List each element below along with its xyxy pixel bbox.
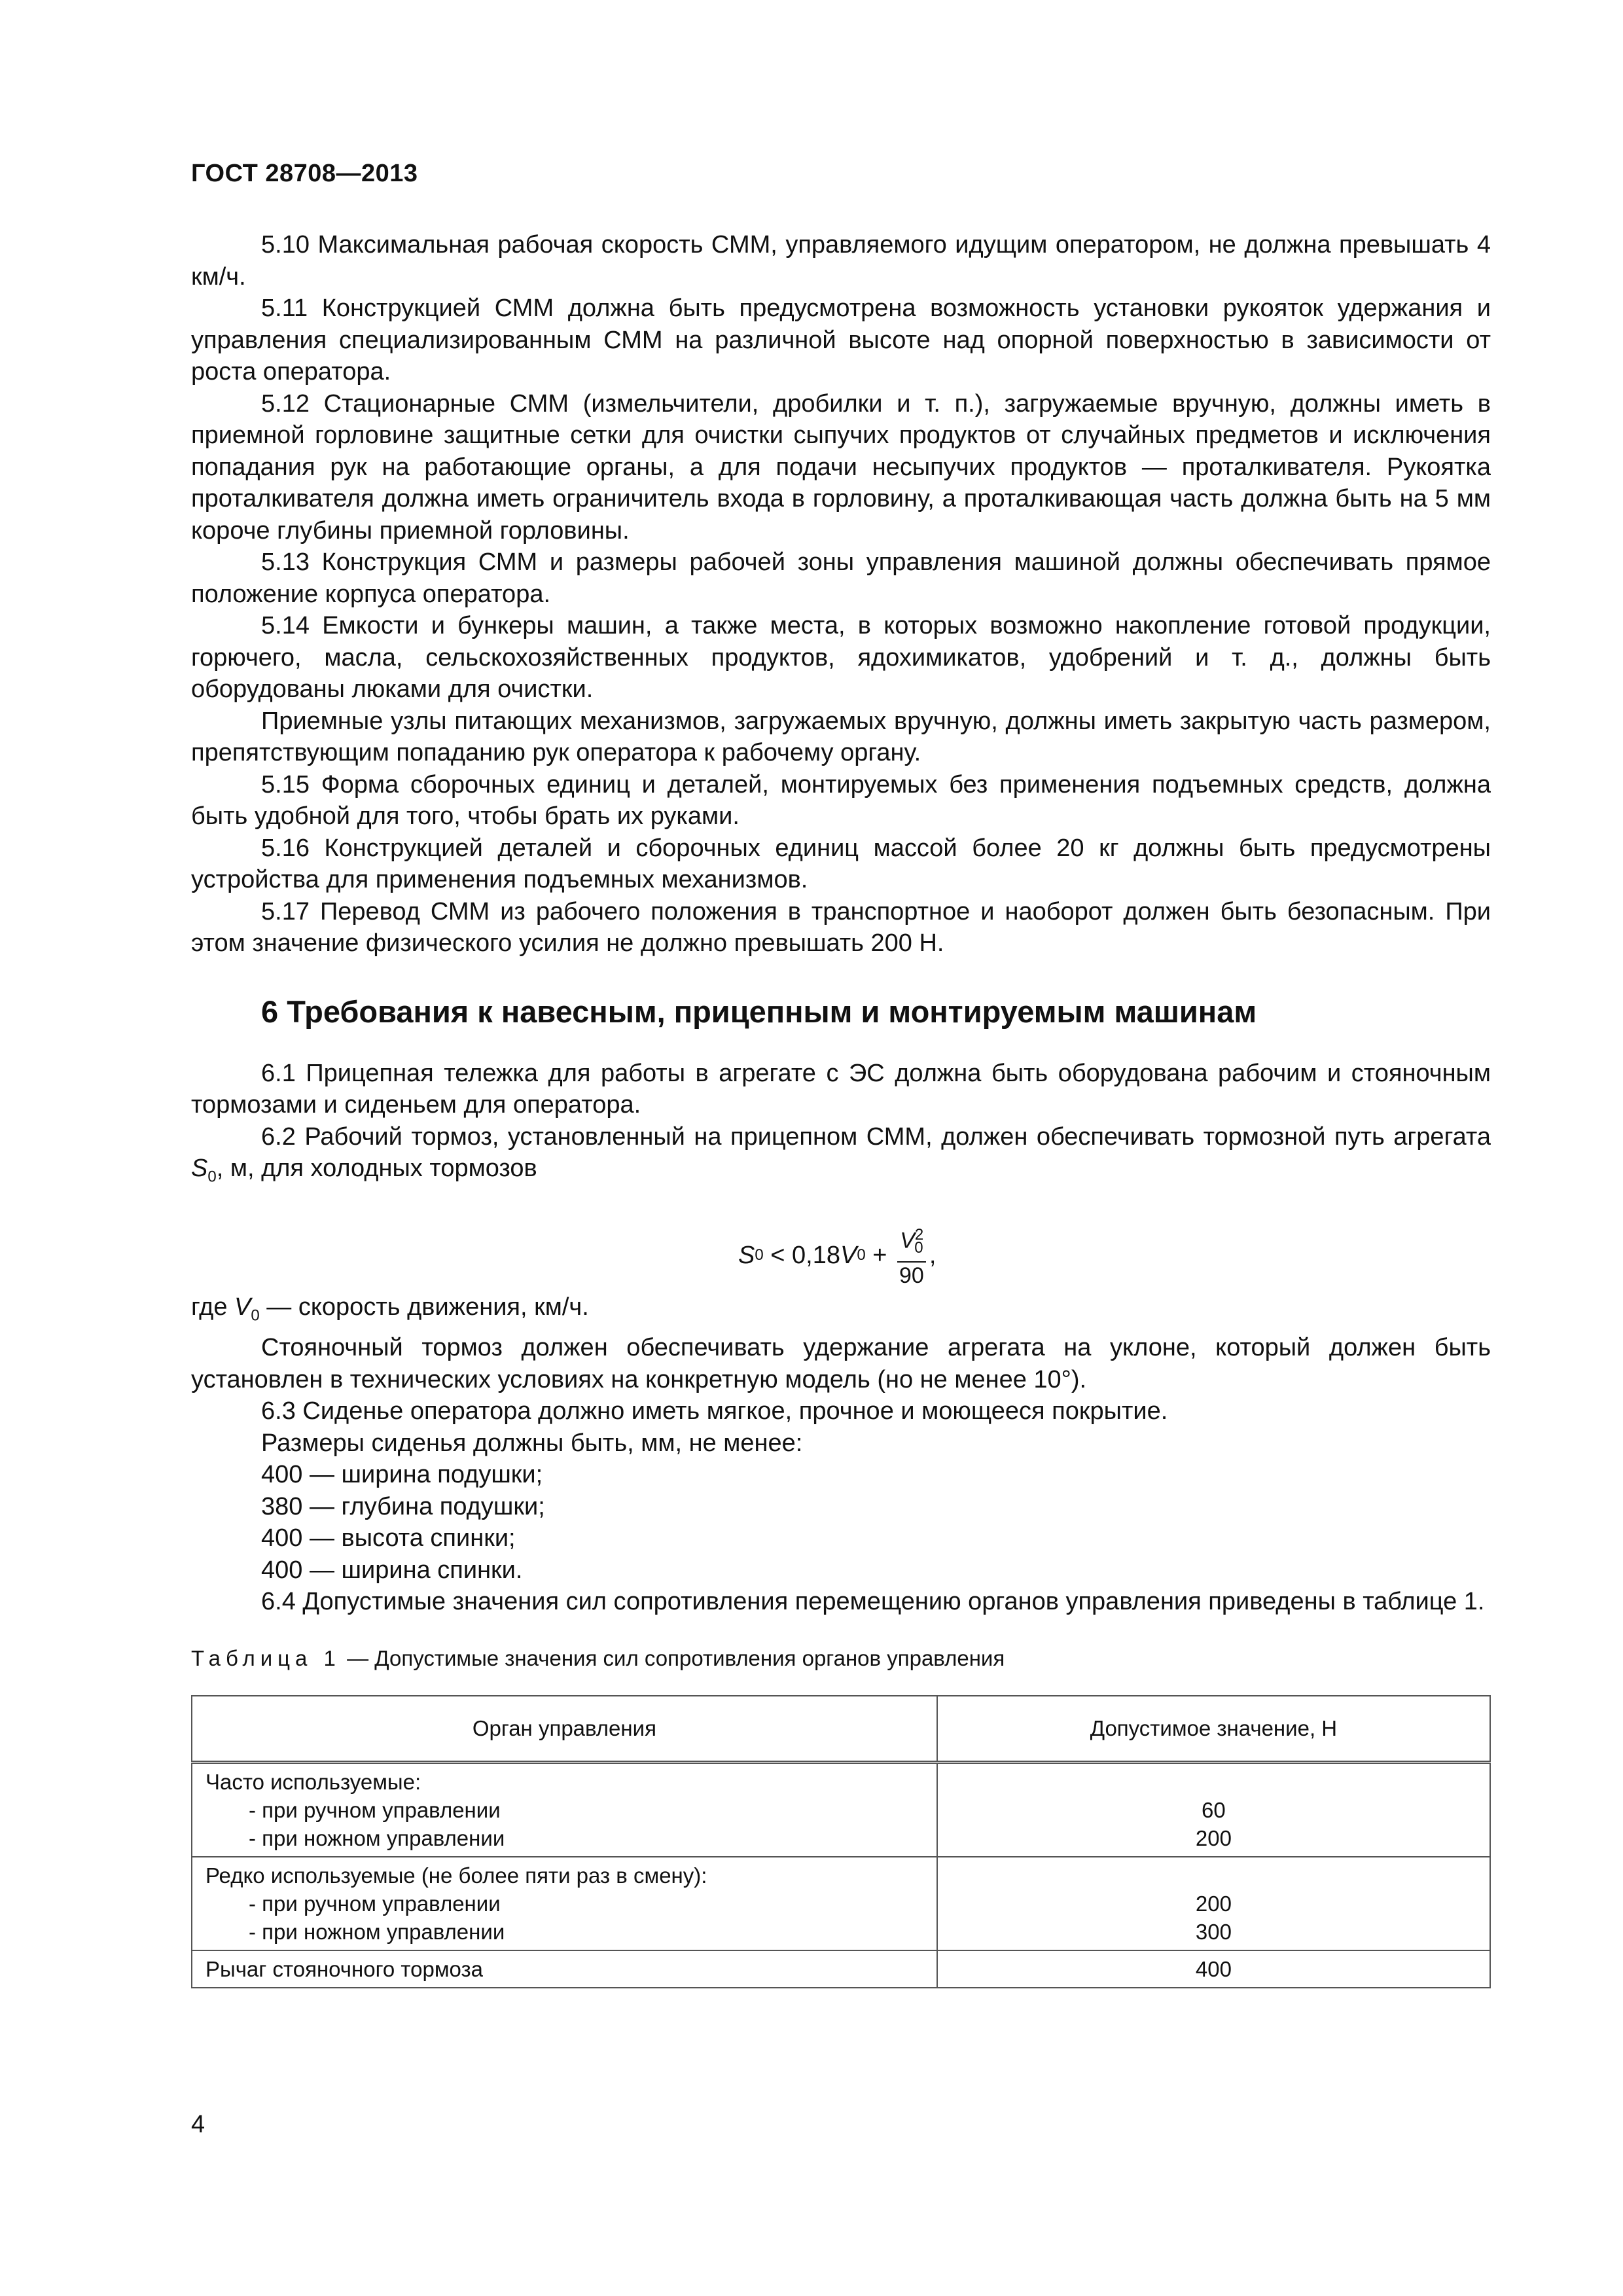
- paragraph-6-2: [191, 1121, 1491, 1194]
- table-row: [192, 1762, 1490, 1857]
- numerator-sup: 2: [914, 1226, 924, 1244]
- formula-where: [191, 1291, 1491, 1332]
- row-item: - при ножном управлении: [249, 1825, 505, 1850]
- size-item: 380 — глубина подушки;: [261, 1492, 545, 1520]
- page-number: 4: [191, 2111, 205, 2138]
- row-value-cell: [937, 1857, 1490, 1950]
- fraction-denominator: 90: [899, 1263, 924, 1289]
- paragraph-6-2-text-b: , м, для холодных тормозов: [216, 1155, 537, 1182]
- formula-fraction: [897, 1222, 927, 1289]
- braking-formula: [191, 1198, 1491, 1290]
- row-group-label: Рычаг стояночного тормоза: [205, 1956, 484, 1981]
- formula-v-sub: 0: [857, 1246, 866, 1264]
- header-allowed-value: Допустимое значение, Н: [937, 1696, 1490, 1763]
- row-value: 300: [1195, 1919, 1232, 1944]
- formula-expression: [738, 1222, 936, 1289]
- control-forces-table: [191, 1695, 1491, 1988]
- row-group-label: Часто используемые:: [205, 1769, 421, 1794]
- table-header-row: [192, 1696, 1490, 1763]
- header-control-organ: Орган управления: [192, 1696, 937, 1763]
- size-item: 400 — ширина подушки;: [261, 1461, 543, 1489]
- row-item: - при ручном управлении: [249, 1797, 501, 1822]
- paragraph-5-10: 5.10 Максимальная рабочая скорость СММ, управляемого идущим оператором, не должна превышать 4 км/ч.: [191, 231, 1491, 291]
- paragraph-6-3: 6.3 Сиденье оператора должно иметь мягкое, прочное и моющееся покрытие.: [261, 1397, 1168, 1426]
- where-text-a: где: [191, 1293, 235, 1321]
- row-organ-cell: [192, 1762, 937, 1857]
- row-value: 200: [1195, 1825, 1232, 1850]
- numerator-sub: 0: [914, 1239, 923, 1257]
- paragraph-5-16: 5.16 Конструкцией деталей и сборочных единиц массой более 20 кг должны быть предусмотрены устройства для применения подъемных механизмов.: [191, 834, 1491, 893]
- table-caption: [191, 1644, 1491, 1673]
- paragraph-5-12: 5.12 Стационарные СММ (измельчители, дробилки и т. п.), загружаемые вручную, должны иметь в приемной горловине защитные сетки для очистки сыпучих продуктов от случайных предметов и исключения попадания рук на работающие органы, а для подачи несыпучих продуктов — проталкивателя. Рукоятка проталкивателя должна иметь ограничитель входа в горловину, а проталкивающая часть должна быть на 5 мм короче глубины приемной горловины.: [191, 389, 1491, 545]
- row-organ-cell: [192, 1857, 937, 1950]
- numerator-v: V: [900, 1228, 915, 1253]
- paragraph-5-14: 5.14 Емкости и бункеры машин, а также места, в которых возможно накопление готовой продукции, горючего, масла, сельскохозяйственных продуктов, ядохимикатов, удобрений и т. д., должны быть оборудованы люками для очистки.: [191, 612, 1491, 703]
- symbol-s: S: [191, 1155, 208, 1182]
- paragraph-5-14-cont: Приемные узлы питающих механизмов, загружаемых вручную, должны иметь закрытую часть размером, препятствующим попаданию рук оператора к рабочему органу.: [191, 707, 1491, 766]
- where-text-b: — скорость движения, км/ч.: [259, 1293, 589, 1321]
- where-symbol-sub: 0: [251, 1306, 260, 1325]
- paragraph-6-3-sizes: Размеры сиденья должны быть, мм, не менее:: [261, 1429, 803, 1457]
- paragraph-5-15: 5.15 Форма сборочных единиц и деталей, монтируемых без применения подъемных средств, должна быть удобной для того, чтобы брать их руками.: [191, 770, 1491, 830]
- where-symbol-v: V: [234, 1293, 251, 1321]
- paragraph-5-13: 5.13 Конструкция СММ и размеры рабочей зоны управления машиной должны обеспечивать прямое положение корпуса оператора.: [191, 548, 1491, 608]
- table-caption-text: — Допустимые значения сил сопротивления органов управления: [340, 1645, 1005, 1670]
- row-value: 200: [1195, 1891, 1232, 1916]
- document-body: [191, 229, 1491, 1988]
- size-item: 400 — ширина спинки.: [261, 1556, 523, 1584]
- paragraph-6-1: 6.1 Прицепная тележка для работы в агрегате с ЭС должна быть оборудована рабочим и стояночным тормозами и сиденьем для оператора.: [191, 1059, 1491, 1119]
- paragraph-6-4: 6.4 Допустимые значения сил сопротивления перемещению органов управления приведены в таблице 1.: [261, 1588, 1485, 1616]
- formula-tail: ,: [929, 1241, 936, 1269]
- size-item: 400 — высота спинки;: [261, 1524, 516, 1552]
- table-row: [192, 1857, 1490, 1950]
- formula-plus: +: [865, 1241, 895, 1269]
- formula-v: V: [840, 1241, 857, 1269]
- row-value: 400: [1195, 1956, 1232, 1981]
- symbol-s-sub: 0: [207, 1168, 217, 1186]
- row-value-cell: [937, 1762, 1490, 1857]
- row-organ-cell: [192, 1950, 937, 1988]
- row-item: - при ножном управлении: [249, 1919, 505, 1944]
- fraction-numerator: [897, 1222, 925, 1263]
- formula-lhs: S: [738, 1241, 755, 1269]
- section-6-heading: 6 Требования к навесным, прицепным и монтируемым машинам: [261, 994, 1257, 1029]
- formula-operator: < 0,18: [763, 1241, 840, 1269]
- paragraph-6-2-text-a: 6.2 Рабочий тормоз, установленный на прицепном СММ, должен обеспечивать тормозной путь агрегата: [261, 1122, 1491, 1151]
- table-row: [192, 1950, 1490, 1988]
- row-item: - при ручном управлении: [249, 1891, 501, 1916]
- formula-lhs-sub: 0: [755, 1246, 764, 1264]
- row-group-label: Редко используемые (не более пяти раз в смену):: [205, 1863, 707, 1888]
- paragraph-5-11: 5.11 Конструкцией СММ должна быть предусмотрена возможность установки рукояток удержания и управления специализированным СММ на различной высоте над опорной поверхностью в зависимости от роста оператора.: [191, 295, 1491, 386]
- paragraph-5-17: 5.17 Перевод СММ из рабочего положения в транспортное и наоборот должен быть безопасным. При этом значение физического усилия не должно превышать 200 Н.: [191, 897, 1491, 957]
- paragraph-parking-brake: Стояночный тормоз должен обеспечивать удержание агрегата на уклоне, который должен быть установлен в технических условиях на конкретную модель (но не менее 10°).: [191, 1334, 1491, 1393]
- standard-header: ГОСТ 28708—2013: [191, 160, 418, 187]
- row-value-cell: [937, 1950, 1490, 1988]
- row-value: 60: [1202, 1797, 1226, 1822]
- table-caption-label: Таблица 1: [191, 1645, 341, 1670]
